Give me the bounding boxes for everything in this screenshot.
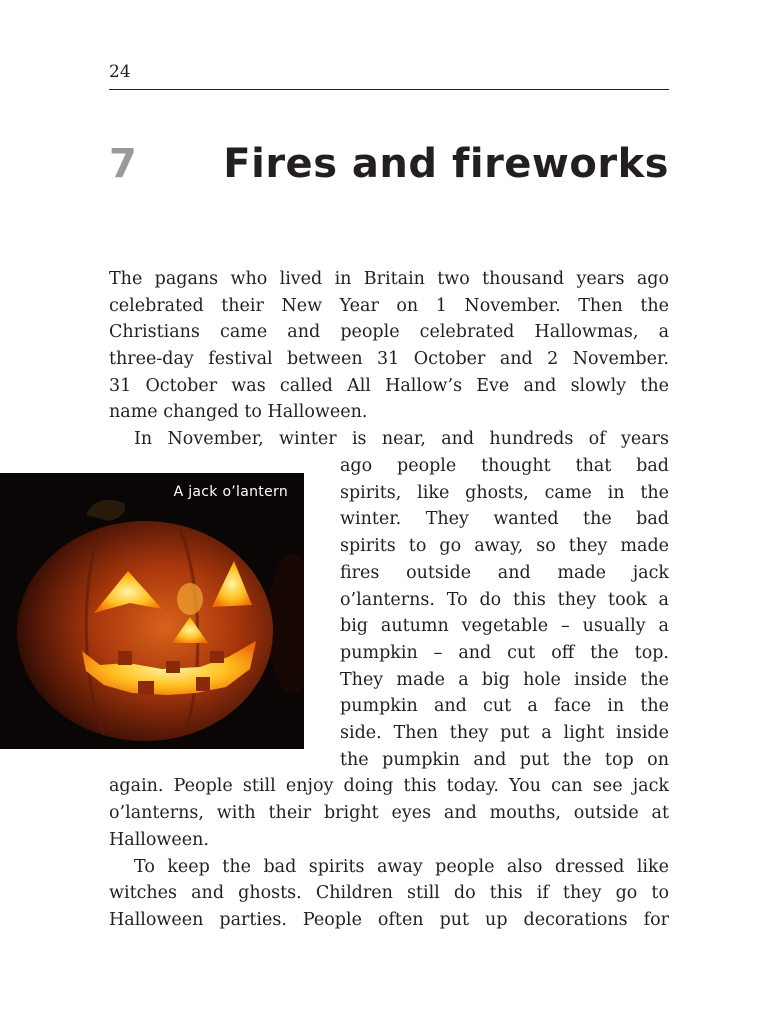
text-line: the pumpkin and put the top on (340, 750, 669, 770)
text-line: side. Then they put a light inside (340, 723, 669, 743)
text-line: They made a big hole inside the (340, 670, 669, 690)
text-line: o’lanterns. To do this they took a (340, 590, 669, 610)
text-line: fires outside and made jack (340, 563, 669, 583)
chapter-number: 7 (109, 141, 137, 187)
pumpkin-image (0, 473, 304, 749)
text-line: o’lanterns, with their bright eyes and mouths, outside at (109, 803, 669, 823)
text-line: pumpkin – and cut off the top. (340, 643, 669, 663)
figure-caption: A jack o’lantern (173, 484, 288, 500)
text-line: ago people thought that bad (340, 456, 669, 476)
text-line: pumpkin and cut a face in the (340, 696, 669, 716)
pumpkin-body (17, 521, 273, 741)
text-line: 31 October was called All Hallow’s Eve and slowly the (109, 376, 669, 396)
text-line: To keep the bad spirits away people also dressed like (134, 857, 669, 877)
text-line: In November, winter is near, and hundreds of years (134, 429, 669, 449)
text-line: spirits, like ghosts, came in the (340, 483, 669, 503)
text-line: Halloween. (109, 830, 209, 850)
text-line: Christians came and people celebrated Hallowmas, a (109, 322, 669, 342)
header-rule (109, 89, 669, 90)
chapter-title: Fires and fireworks (223, 141, 669, 187)
text-line: Halloween parties. People often put up decorations for (109, 910, 669, 930)
text-line: again. People still enjoy doing this today. You can see jack (109, 776, 669, 796)
text-line: spirits to go away, so they made (340, 536, 669, 556)
text-line: The pagans who lived in Britain two thousand years ago (109, 269, 669, 289)
text-line: name changed to Halloween. (109, 402, 368, 422)
text-line: witches and ghosts. Children still do this if they go to (109, 883, 669, 903)
text-line: three-day festival between 31 October and 2 November. (109, 349, 669, 369)
jack-o-lantern-photo (0, 473, 304, 749)
text-line: winter. They wanted the bad (340, 509, 669, 529)
page-number: 24 (109, 62, 131, 82)
text-line: celebrated their New Year on 1 November. Then the (109, 296, 669, 316)
text-line: big autumn vegetable – usually a (340, 616, 669, 636)
